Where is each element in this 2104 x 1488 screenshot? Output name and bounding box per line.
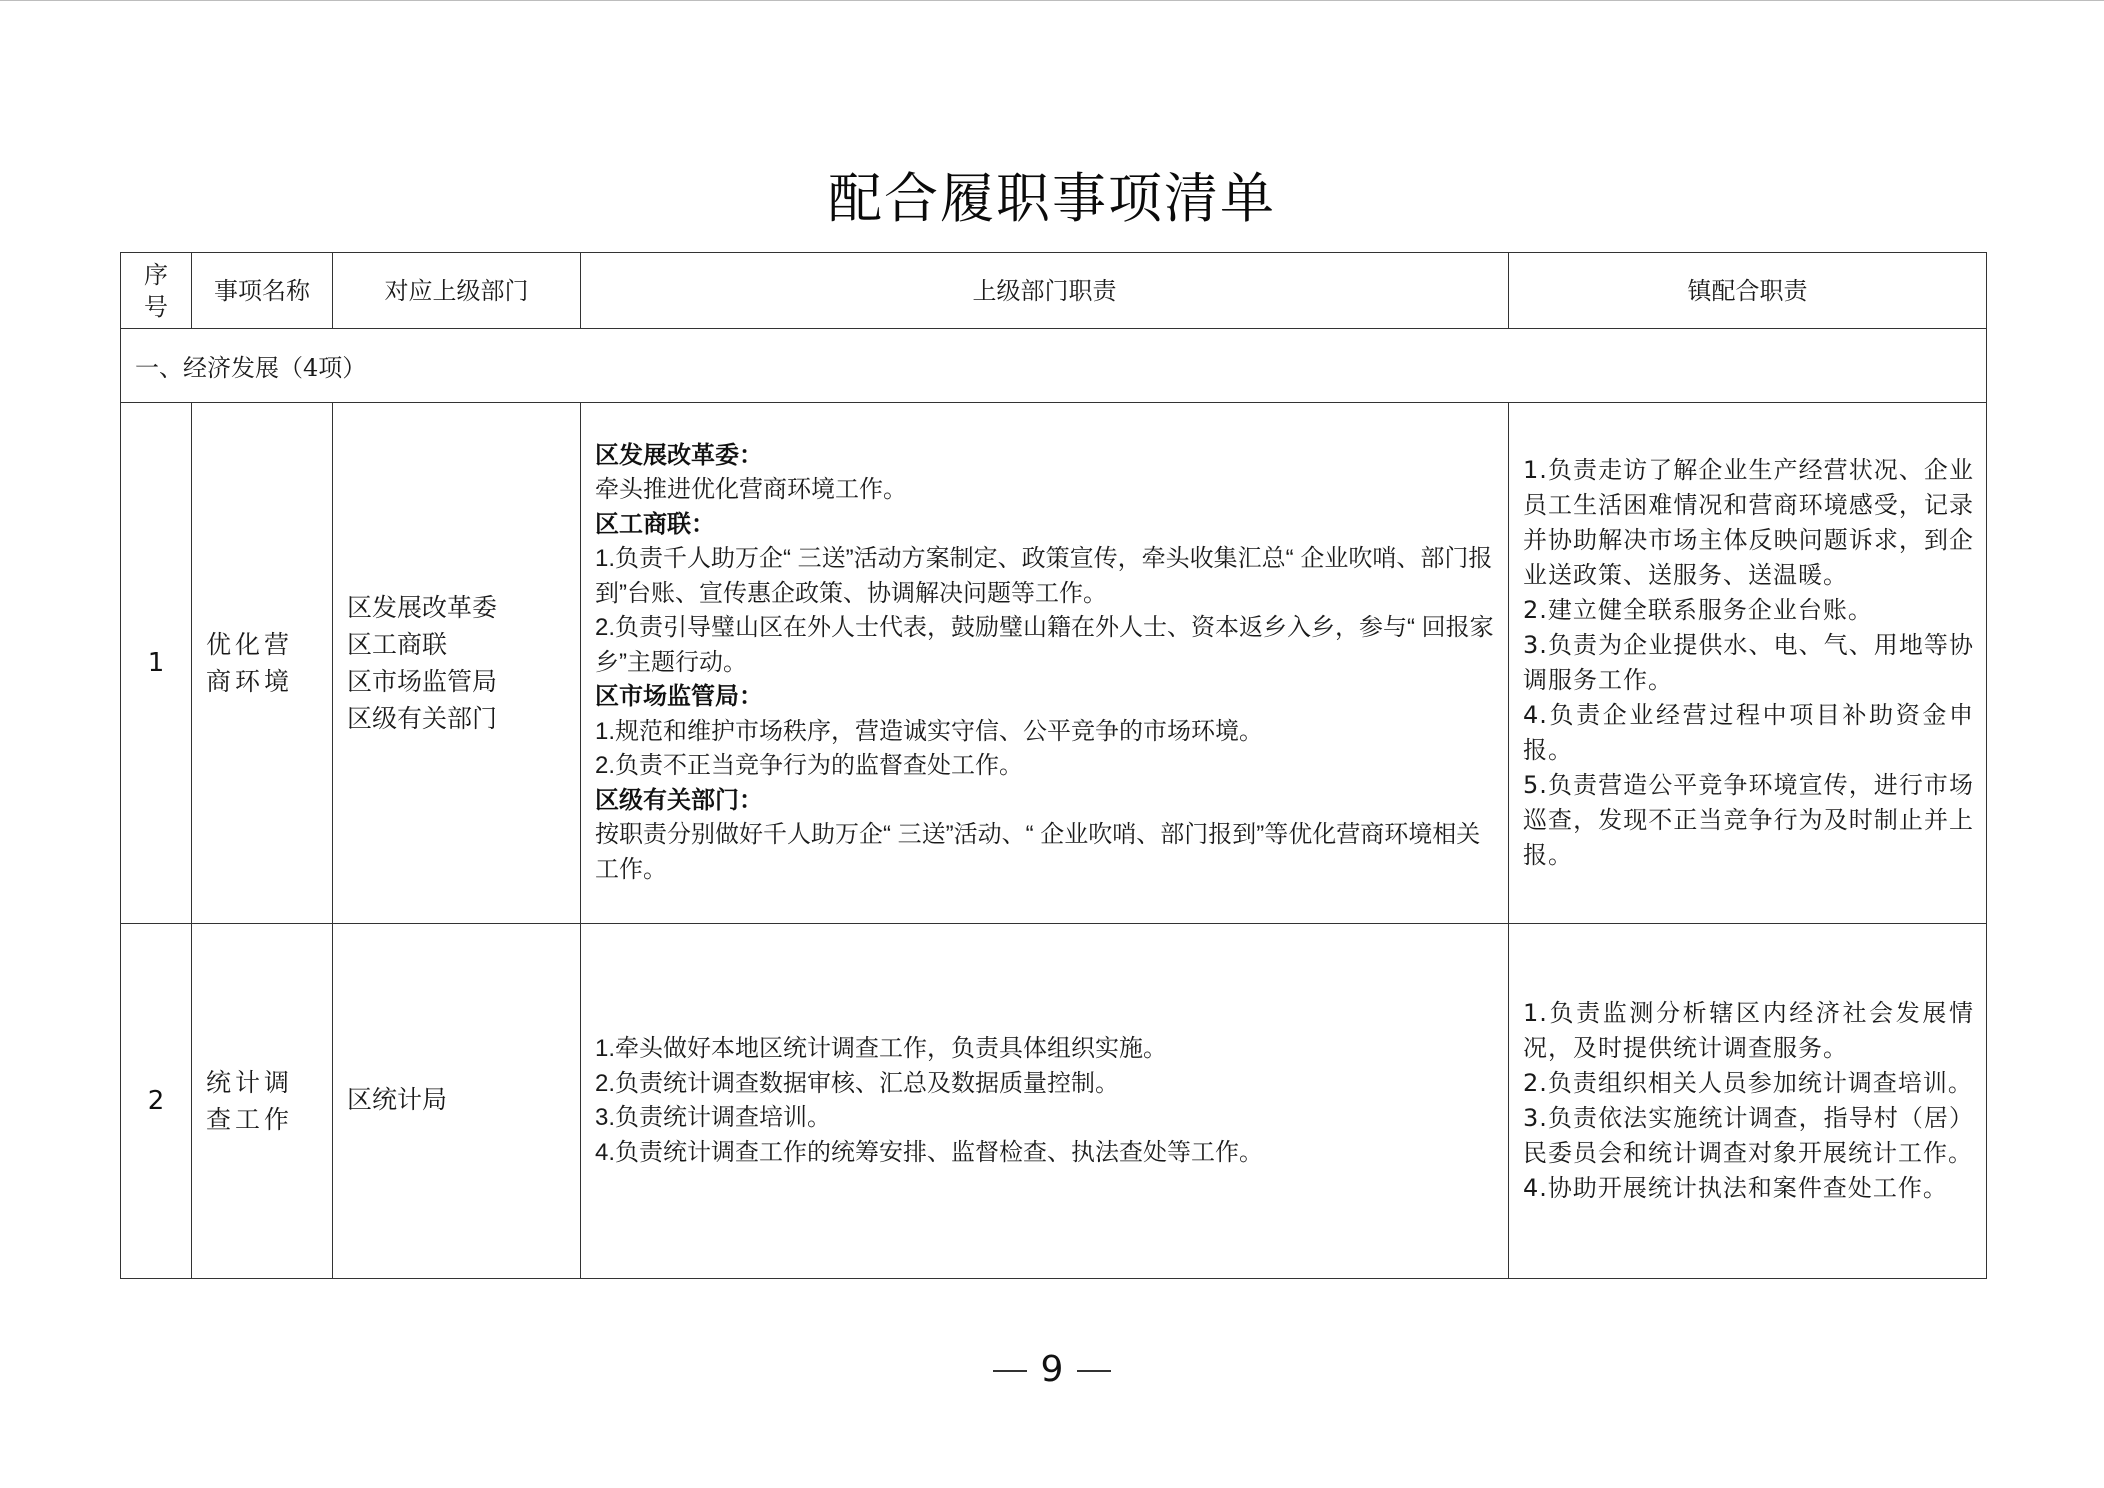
department: 区统计局: [347, 1084, 448, 1114]
duty-line: 按职责分别做好千人助万企“ 三送”活动、“ 企业吹哨、部门报到”等优化营商环境相关工作。: [595, 821, 1481, 883]
row-seq: 2: [121, 924, 192, 1279]
row-town-duties: [1509, 403, 1987, 924]
row-upper-duties: [581, 924, 1509, 1279]
duty-dept-heading: 区级有关部门：: [595, 786, 763, 814]
duty-table: [120, 252, 1987, 1279]
dash-right: [1077, 1370, 1111, 1372]
page-footer: [0, 1346, 2104, 1394]
section-title: 一、经济发展（4项）: [121, 329, 1987, 403]
duty-dept-heading: 区发展改革委：: [595, 441, 763, 469]
town-duty-line: 3.负责为企业提供水、电、气、用地等协调服务工作。: [1523, 631, 1974, 694]
row-item-name: 优化营商环境: [192, 403, 333, 924]
row-seq: 1: [121, 403, 192, 924]
header-seq-line1: 序: [144, 260, 168, 289]
town-duty-line: 4.负责企业经营过程中项目补助资金申报。: [1523, 701, 1974, 764]
header-seq-line2: 号: [144, 292, 168, 321]
header-upper-duties: 上级部门职责: [581, 253, 1509, 329]
row-upper-duties: [581, 403, 1509, 924]
row-town-duties: [1509, 924, 1987, 1279]
table-row: [121, 403, 1987, 924]
duty-line: 1.规范和维护市场秩序，营造诚实守信、公平竞争的市场环境。: [595, 717, 1264, 745]
department: 区发展改革委: [347, 593, 498, 622]
table-row: [121, 924, 1987, 1279]
duty-dept-heading: 区工商联：: [595, 510, 715, 538]
town-duty-line: 2.负责组织相关人员参加统计调查培训。: [1523, 1069, 1973, 1097]
town-duty-line: 2.建立健全联系服务企业台账。: [1523, 596, 1873, 624]
duty-line: 1.负责千人助万企“ 三送”活动方案制定、政策宣传，牵头收集汇总“ 企业吹哨、部门报到”台账、宣传惠企政策、协调解决问题等工作。: [595, 545, 1493, 607]
duty-line: 2.负责引导璧山区在外人士代表，鼓励璧山籍在外人士、资本返乡入乡，参与“ 回报家乡”主题行动。: [595, 614, 1494, 676]
section-row: [121, 329, 1987, 403]
town-duty-line: 1.负责监测分析辖区内经济社会发展情况，及时提供统计调查服务。: [1523, 999, 1974, 1062]
duty-line: 2.负责统计调查数据审核、汇总及数据质量控制。: [595, 1069, 1120, 1097]
table-header-row: [121, 253, 1987, 329]
header-seq: [121, 253, 192, 329]
page-title: 配合履职事项清单: [828, 167, 1276, 230]
department: 区工商联: [347, 630, 448, 659]
town-duty-line: 1.负责走访了解企业生产经营状况、企业员工生活困难情况和营商环境感受，记录并协助解决市场主体反映问题诉求，到企业送政策、送服务、送温暖。: [1523, 456, 1974, 589]
duty-line: 牵头推进优化营商环境工作。: [595, 476, 907, 504]
duty-line: 4.负责统计调查工作的统筹安排、监督检查、执法查处等工作。: [595, 1138, 1264, 1166]
page-number: 9: [1040, 1349, 1064, 1390]
header-item-name: 事项名称: [192, 253, 333, 329]
row-item-name: 统计调查工作: [192, 924, 333, 1279]
department: 区级有关部门: [347, 704, 498, 733]
department: 区市场监管局: [347, 667, 498, 696]
town-duty-line: 3.负责依法实施统计调查，指导村（居）民委员会和统计调查对象开展统计工作。: [1523, 1104, 1974, 1167]
town-duty-line: 5.负责营造公平竞争环境宣传，进行市场巡查，发现不正当竞争行为及时制止并上报。: [1523, 771, 1974, 869]
row-departments: [333, 403, 581, 924]
duty-dept-heading: 区市场监管局：: [595, 683, 763, 711]
header-upper-dept: 对应上级部门: [333, 253, 581, 329]
duty-line: 3.负责统计调查培训。: [595, 1104, 832, 1131]
town-duty-line: 4.协助开展统计执法和案件查处工作。: [1523, 1174, 1948, 1202]
dash-left: [993, 1370, 1027, 1372]
duty-line: 1.牵头做好本地区统计调查工作，负责具体组织实施。: [595, 1035, 1168, 1062]
header-town-duties: 镇配合职责: [1509, 253, 1987, 329]
row-departments: [333, 924, 581, 1279]
duty-line: 2.负责不正当竞争行为的监督查处工作。: [595, 752, 1024, 780]
page-top-edge: [0, 0, 2104, 1]
